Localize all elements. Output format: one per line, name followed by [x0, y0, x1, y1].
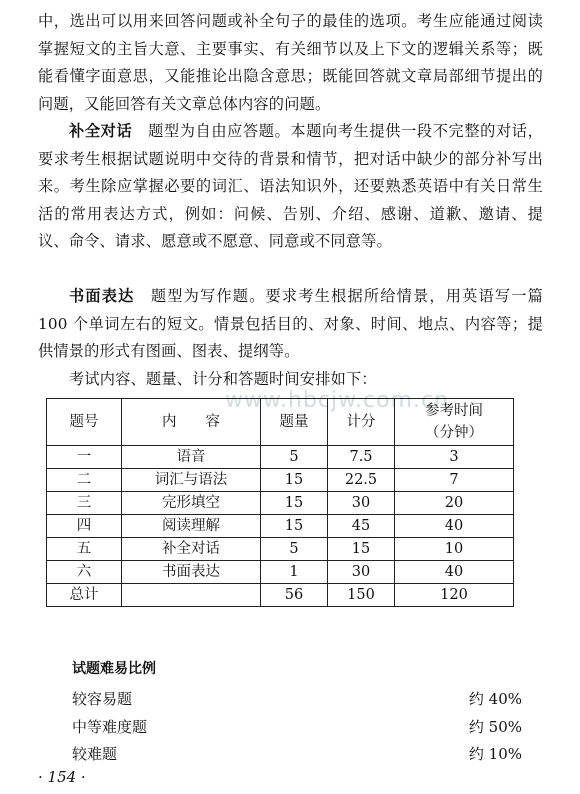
- difficulty-value: 约 50%: [468, 718, 522, 736]
- cell-quantity: 5: [261, 446, 328, 469]
- dialogue-body: 题型为自由应答题。本题向考生提供一段不完整的对话，要求考生根据试题说明中交待的背景和情节，把对话中缺少的部分补写出来。考生除应掌握必要的词汇、语法知识外，还要熟悉英语中有关日常生活的常用表达方式，例如：问候、告别、介绍、感谢、道歉、邀请、提议、命令、请求、愿意或不愿意、同意或不同意等。: [38, 122, 544, 250]
- table-row: [47, 515, 514, 538]
- table-row: [47, 446, 514, 469]
- cell-no: 五: [47, 538, 122, 561]
- cell-time: 40: [395, 515, 514, 538]
- cell-time: 3: [395, 446, 514, 469]
- cell-time: 10: [395, 538, 514, 561]
- difficulty-row: [72, 688, 522, 709]
- cell-time: 120: [395, 584, 514, 607]
- paragraph-reading: 中，选出可以用来回答问题或补全句子的最佳的选项。考生应能通过阅读掌握短文的主旨大意、主要事实、有关细节以及上下文的逻辑关系等；既能看懂字面意思，又能推论出隐含意思；既能回答就文章局部细节提出的问题，又能回答有关文章总体内容的问题。: [38, 12, 543, 113]
- cell-time: 40: [395, 561, 514, 584]
- difficulty-value: 约 40%: [468, 690, 522, 708]
- cell-content: 书面表达: [122, 561, 261, 584]
- cell-no: 三: [47, 492, 122, 515]
- cell-content: 补全对话: [122, 538, 261, 561]
- cell-score: 45: [328, 515, 395, 538]
- header-quantity: 题量: [261, 399, 328, 446]
- cell-quantity: 56: [261, 584, 328, 607]
- cell-quantity: 15: [261, 492, 328, 515]
- cell-score: 7.5: [328, 446, 395, 469]
- cell-no: 二: [47, 469, 122, 492]
- cell-no: 六: [47, 561, 122, 584]
- table-row: [47, 561, 514, 584]
- header-score: 计分: [328, 399, 395, 446]
- cell-score: 30: [328, 561, 395, 584]
- difficulty-row: [72, 716, 522, 737]
- header-time: [395, 399, 514, 446]
- cell-content: 词汇与语法: [122, 469, 261, 492]
- watermark: www.hbcjw.com.cn: [225, 388, 450, 413]
- cell-quantity: 1: [261, 561, 328, 584]
- cell-quantity: 15: [261, 469, 328, 492]
- writing-body: 题型为写作题。要求考生根据所给情景，用英语写一篇 100 个单词左右的短文。情景包括目的、对象、时间、地点、内容等；提供情景的形式有图画、图表、提纲等。: [38, 287, 543, 360]
- cell-quantity: 15: [261, 515, 328, 538]
- table-row: [47, 469, 514, 492]
- difficulty-row: [72, 743, 522, 764]
- exam-table: [46, 398, 514, 607]
- cell-score: 22.5: [328, 469, 395, 492]
- header-no: 题号: [47, 399, 122, 446]
- paragraph-table-intro: 考试内容、题量、计分和答题时间安排如下：: [69, 370, 377, 388]
- paragraph-dialogue: [38, 118, 543, 256]
- header-time-line1: 参考时间: [425, 403, 483, 419]
- cell-no: 总计: [47, 584, 122, 607]
- cell-quantity: 5: [261, 538, 328, 561]
- table-header-row: [47, 399, 514, 446]
- difficulty-label: 较难题: [72, 745, 118, 763]
- table-total-row: [47, 584, 514, 607]
- cell-content: 阅读理解: [122, 515, 261, 538]
- table-row: [47, 492, 514, 515]
- cell-score: 150: [328, 584, 395, 607]
- table-row: [47, 538, 514, 561]
- cell-content: [122, 584, 261, 607]
- section-title-writing: 书面表达: [69, 287, 135, 305]
- cell-content: 完形填空: [122, 492, 261, 515]
- cell-score: 15: [328, 538, 395, 561]
- cell-no: 四: [47, 515, 122, 538]
- difficulty-value: 约 10%: [468, 745, 522, 763]
- header-time-line2: （分钟）: [425, 425, 483, 441]
- cell-time: 20: [395, 492, 514, 515]
- page-number: · 154 ·: [38, 768, 86, 786]
- difficulty-title: 试题难易比例: [72, 661, 156, 677]
- difficulty-label: 较容易题: [72, 690, 133, 708]
- cell-no: 一: [47, 446, 122, 469]
- header-content: 内 容: [122, 399, 261, 446]
- cell-content: 语音: [122, 446, 261, 469]
- paragraph-writing: [38, 283, 543, 366]
- section-title-dialogue: 补全对话: [69, 122, 133, 140]
- difficulty-label: 中等难度题: [72, 718, 148, 736]
- cell-time: 7: [395, 469, 514, 492]
- cell-score: 30: [328, 492, 395, 515]
